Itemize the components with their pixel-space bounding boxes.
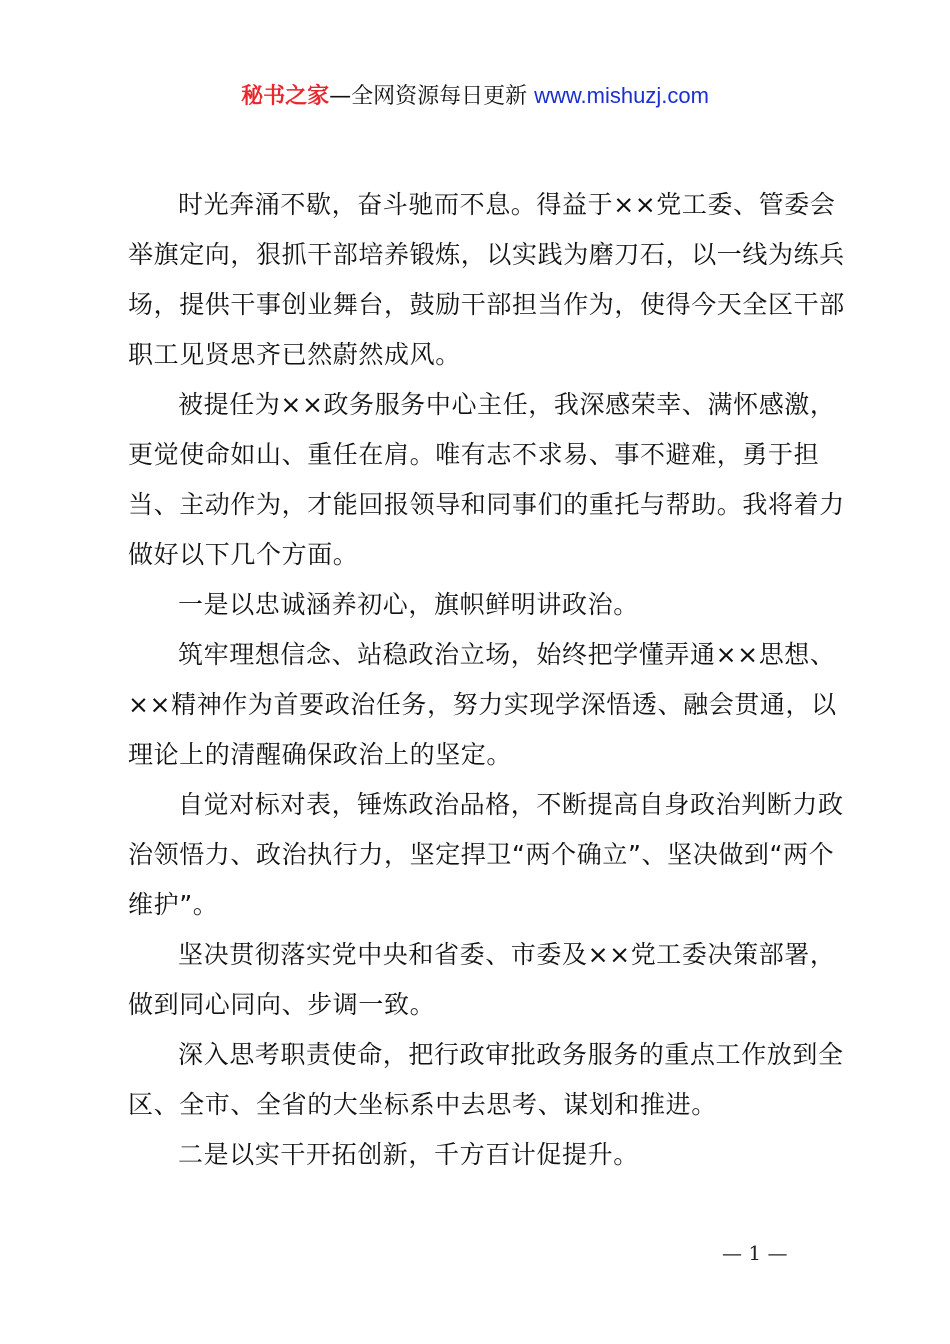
page-header <box>0 80 950 113</box>
paragraph-7: 深入思考职责使命，把行政审批政务服务的重点工作放到全区、全市、全省的大坐标系中去思考、谋划和推进。 <box>128 1040 844 1119</box>
page-number: — 1 — <box>722 1241 788 1265</box>
paragraph-3: 一是以忠诚涵养初心，旗帜鲜明讲政治。 <box>178 590 639 619</box>
header-tagline: —全网资源每日更新 <box>329 84 535 109</box>
paragraph-8: 二是以实干开拓创新，千方百计促提升。 <box>178 1140 639 1169</box>
document-body <box>128 180 848 1180</box>
brand-name: 秘书之家 <box>241 84 330 109</box>
website-link[interactable]: www.mishuzj.com <box>534 83 709 108</box>
paragraph-1: 时光奔涌不歇，奋斗驰而不息。得益于××党工委、管委会举旗定向，狠抓干部培养锻炼，以实践为磨刀石，以一线为练兵场，提供干事创业舞台，鼓励干部担当作为，使得今天全区干部职工见贤思齐已然蔚然成风。 <box>128 190 845 369</box>
paragraph-4: 筑牢理想信念、站稳政治立场，始终把学懂弄通××思想、××精神作为首要政治任务，努力实现学深悟透、融会贯通，以理论上的清醒确保政治上的坚定。 <box>128 640 837 769</box>
paragraph-6: 坚决贯彻落实党中央和省委、市委及××党工委决策部署，做到同心同向、步调一致。 <box>128 940 836 1019</box>
paragraph-2: 被提任为××政务服务中心主任，我深感荣幸、满怀感激，更觉使命如山、重任在肩。唯有志不求易、事不避难，勇于担当、主动作为，才能回报领导和同事们的重托与帮助。我将着力做好以下几个方面。 <box>128 390 845 569</box>
paragraph-5: 自觉对标对表，锤炼政治品格，不断提高自身政治判断力政治领悟力、政治执行力，坚定捍卫“两个确立”、坚决做到“两个维护”。 <box>128 790 844 919</box>
